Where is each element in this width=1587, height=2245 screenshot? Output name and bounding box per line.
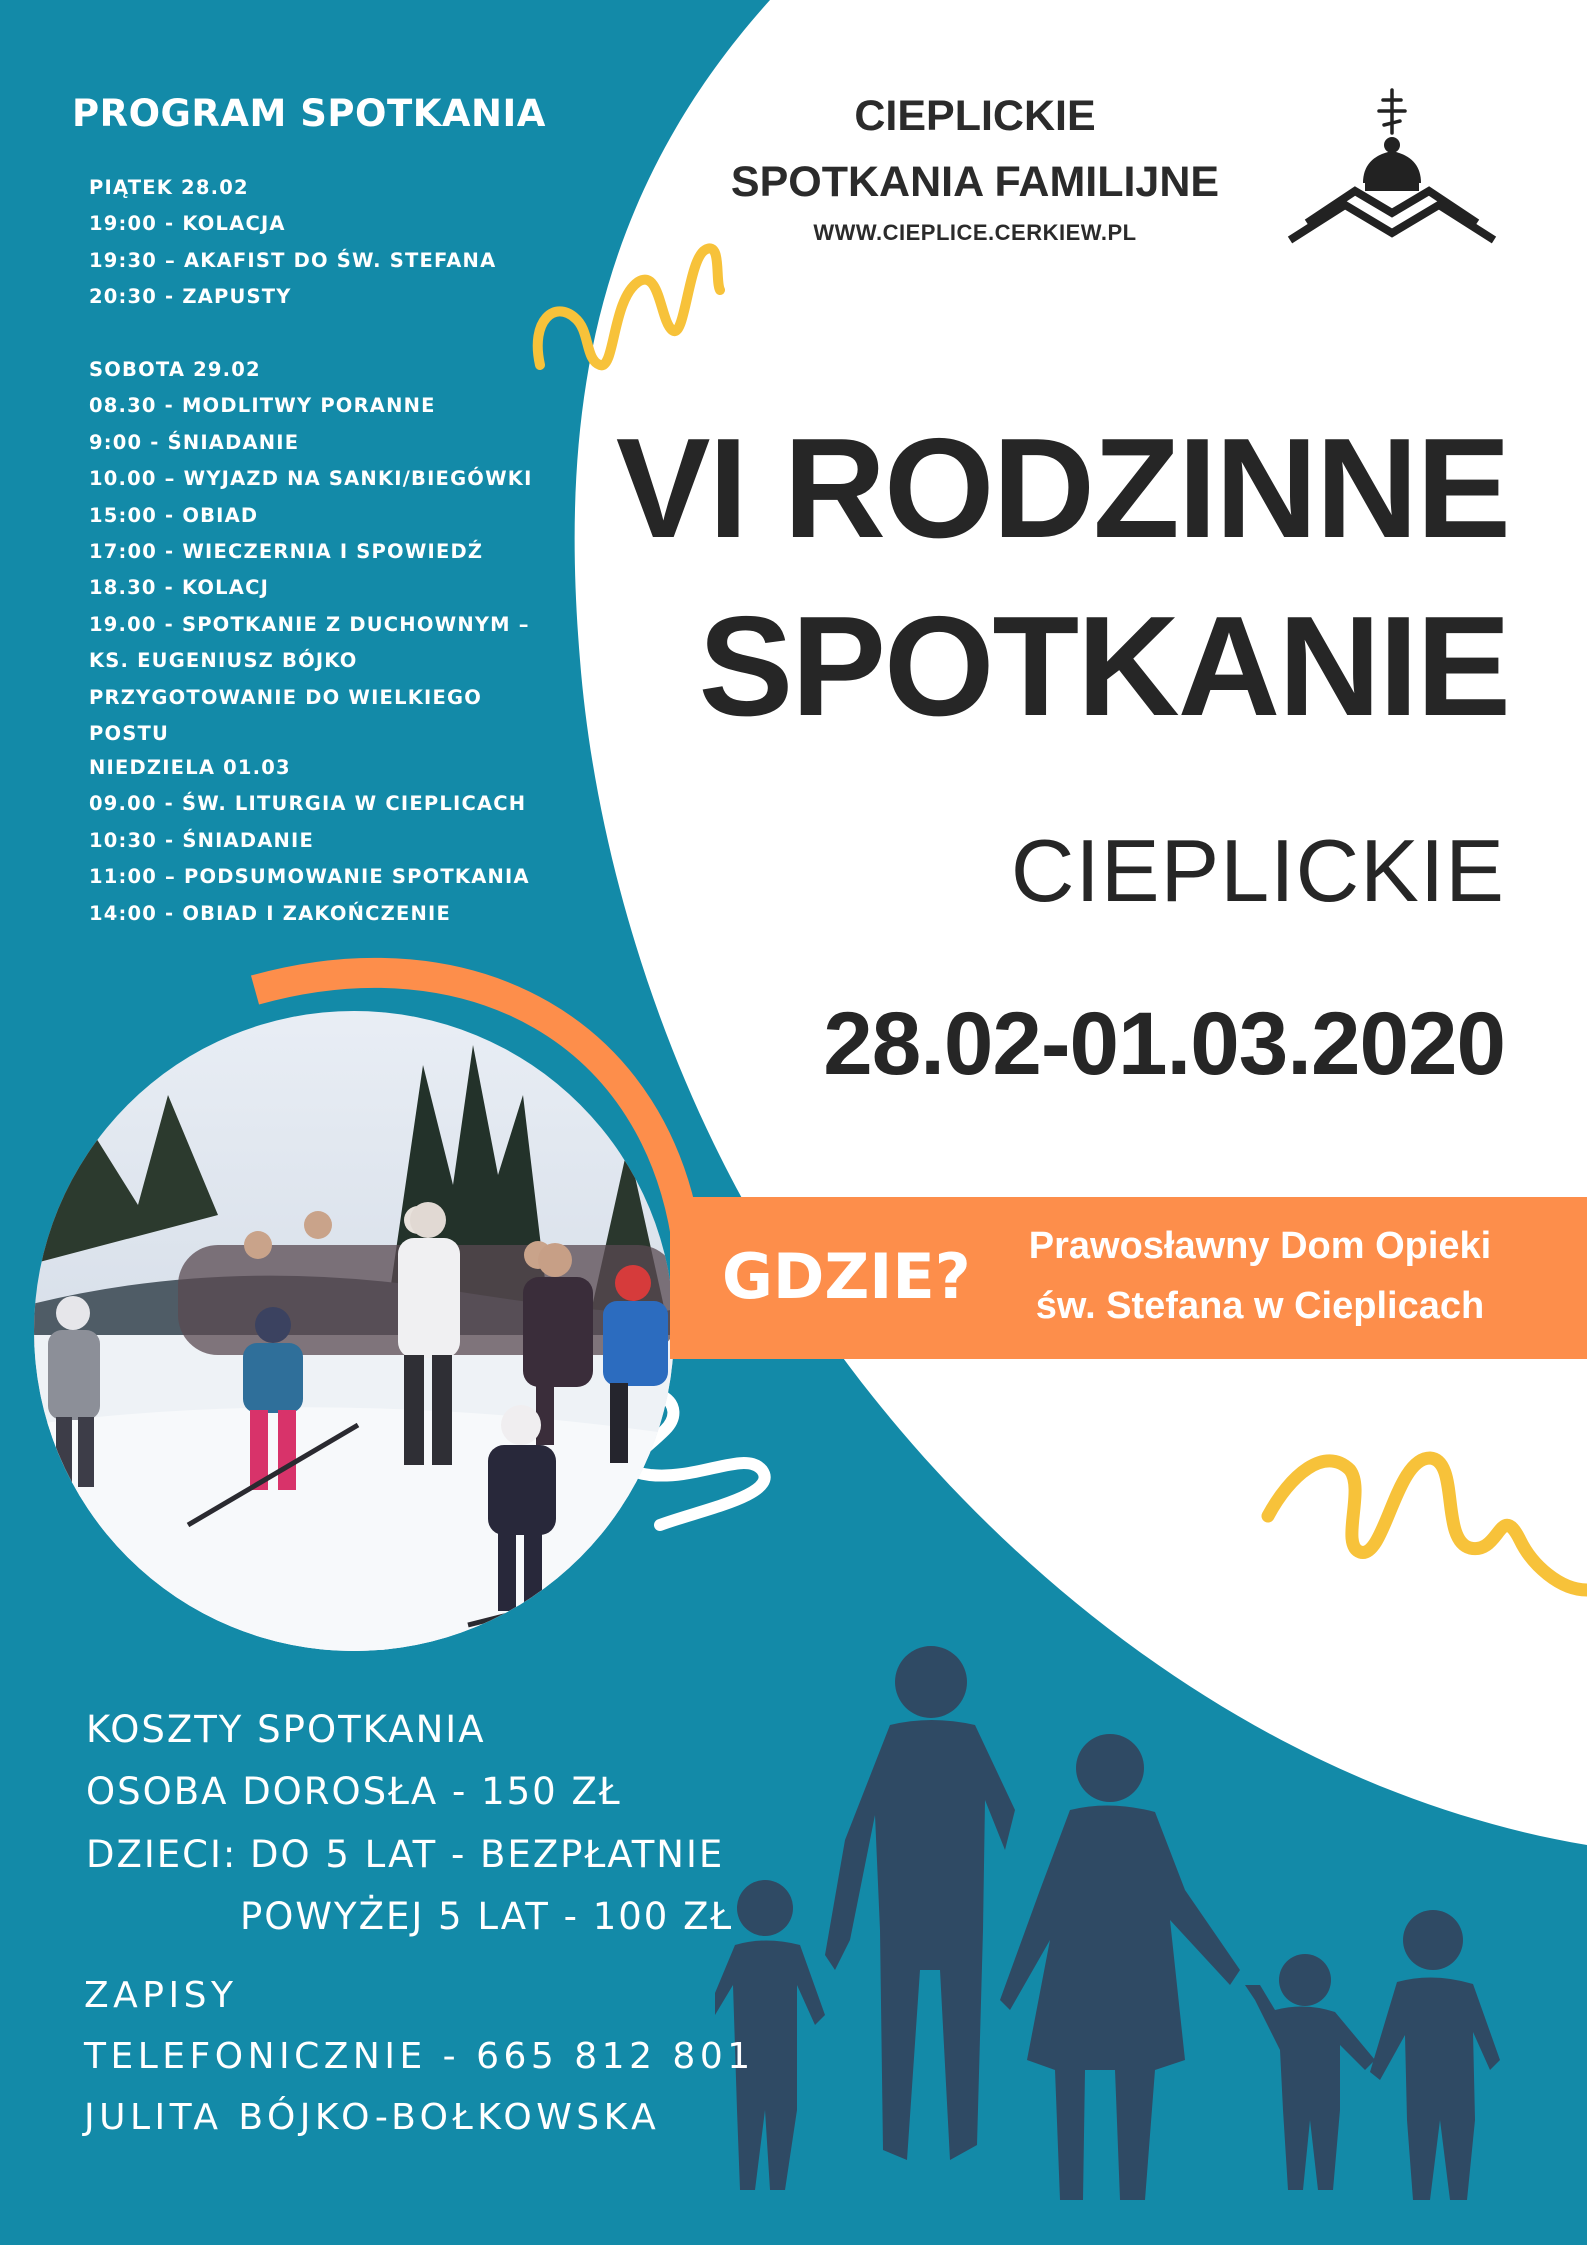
costs-children-over5: POWYŻEJ 5 LAT - 100 ZŁ [240,1895,734,1938]
registration-phone: TELEFONICZNIE - 665 812 801 [84,2036,755,2077]
program-item: 14:00 - OBIAD I ZAKOŃCZENIE [89,901,451,925]
costs-children-under5: DO 5 LAT - BEZPŁATNIE [250,1833,725,1876]
program-day-heading: SOBOTA 29.02 [89,358,261,381]
where-place-line1: Prawosławny Dom Opieki [1028,1225,1492,1267]
brand-title-line2: SPOTKANIA FAMILIJNE [730,158,1220,206]
program-item: 09.00 - ŚW. LITURGIA W CIEPLICACH [89,792,527,816]
where-place-line2: św. Stefana w Cieplicach [1035,1285,1485,1327]
family-silhouette-icon [715,1640,1515,2210]
brand-title-line1: CIEPLICKIE [854,92,1096,140]
program-title: PROGRAM SPOTKANIA [72,92,546,135]
children-skiing-photo [28,1005,680,1657]
program-item: 20:30 - ZAPUSTY [89,285,292,309]
program-item: 10:30 - ŚNIADANIE [89,828,315,852]
where-label: GDZIE? [722,1240,971,1313]
program-item: 15:00 - OBIAD [89,503,259,527]
registration-contact-name: JULITA BÓJKO-BOŁKOWSKA [84,2097,661,2138]
program-item: 10.00 – WYJAZD NA SANKI/BIEGÓWKI [89,467,533,491]
program-item: 18.30 - KOLACJ [89,576,270,600]
costs-title: KOSZTY SPOTKANIA [86,1708,486,1751]
program-item: 19:00 - KOLACJA [89,212,286,236]
program-day-sunday [89,750,569,932]
church-dome-logo-icon [1285,85,1500,250]
headline-line1: VI RODZINNE [615,409,1509,568]
registration-title: ZAPISY [84,1975,238,2016]
brand-url: WWW.CIEPLICE.CERKIEW.PL [813,220,1137,245]
program-day-saturday [89,352,569,752]
costs-adult: OSOBA DOROSŁA - 150 ZŁ [86,1770,622,1813]
program-item: 19:30 – AKAFIST DO ŚW. STEFANA [89,248,497,272]
subheadline: CIEPLICKIE [1010,821,1505,920]
program-day-friday [89,170,569,316]
program-item: 08.30 - MODLITWY PORANNE [89,394,436,418]
program-day-heading: NIEDZIELA 01.03 [89,756,291,779]
program-item: 9:00 - ŚNIADANIE [89,430,300,454]
costs-children-label: DZIECI: [86,1833,238,1876]
program-item: 19.00 - SPOTKANIE Z DUCHOWNYM – KS. EUGENIUSZ BÓJKO PRZYGOTOWANIE DO WIELKIEGO POSTU [89,612,530,746]
white-circle-area [575,0,1587,1845]
event-dates: 28.02-01.03.2020 [823,993,1505,1093]
program-item: 11:00 – PODSUMOWANIE SPOTKANIA [89,865,530,889]
program-item: 17:00 - WIECZERNIA I SPOWIEDŹ [89,540,484,564]
headline-line2: SPOTKANIE [698,587,1509,746]
program-day-heading: PIĄTEK 28.02 [89,176,249,199]
